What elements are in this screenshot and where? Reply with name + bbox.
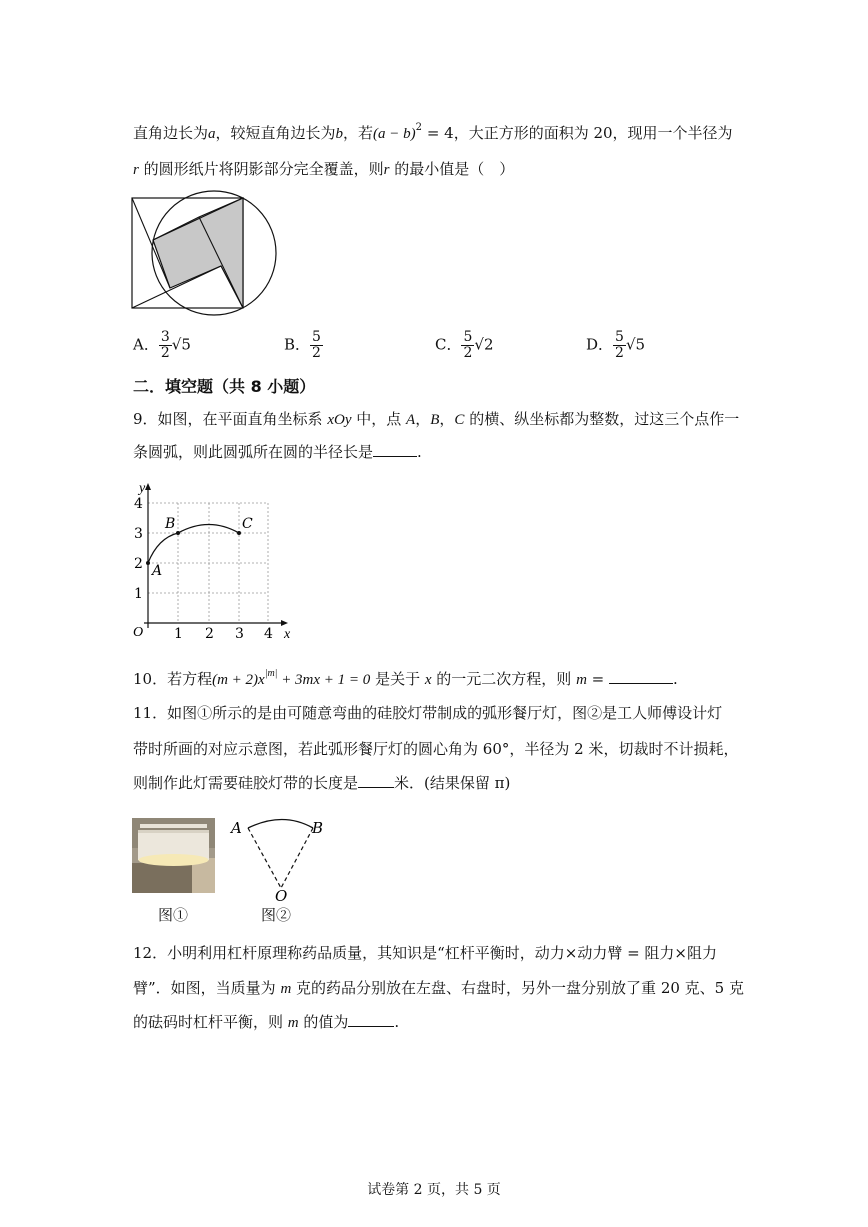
q11-line-3 (133, 773, 510, 793)
option-label: B． (284, 335, 311, 354)
q8-exponent: 2 (415, 122, 423, 133)
y-tick-label: 4 (134, 496, 143, 512)
q8-text: 的圆形纸片将阴影部分完全覆盖，则 (138, 160, 384, 178)
q9-line-2 (133, 442, 422, 462)
q9-text: 的横、纵坐标都为整数，过这三个点作一 (464, 410, 740, 428)
var-r: r (383, 162, 390, 178)
q8-text: ，大正方形的面积为 20，现用一个半径为 (453, 124, 733, 142)
fraction (613, 330, 626, 361)
q8-eq: = 4 (422, 124, 454, 142)
period: . (394, 1013, 400, 1031)
caption-fig-2: 图② (261, 906, 292, 924)
answer-blank[interactable] (609, 669, 673, 684)
point-a-label: A (406, 412, 416, 428)
q10-line (133, 664, 678, 690)
radical: √5 (625, 335, 646, 354)
point-b-label: B (430, 412, 440, 428)
answer-blank[interactable] (358, 773, 394, 788)
q9-coordinate-graph (130, 478, 300, 643)
q8-line-2 (133, 159, 514, 180)
x-tick-label: 1 (174, 626, 183, 642)
q11-line-1: 11．如图①所示的是由可随意弯曲的硅胶灯带制成的弧形餐厅灯，图②是工人师傅设计灯 (133, 704, 723, 722)
radius-oa (248, 828, 281, 888)
q9-text: 条圆弧，则此圆弧所在圆的半径长是 (133, 443, 374, 461)
q11-text: 则制作此灯需要硅胶灯带的长度是 (133, 774, 359, 792)
point-c-text: C (242, 516, 253, 532)
fraction (159, 330, 172, 361)
denominator: 2 (463, 345, 473, 361)
numerator: 5 (615, 329, 624, 345)
q8-expr: (a − b) (373, 126, 416, 142)
numerator: 3 (160, 329, 170, 345)
q10-text: 10．若方程 (133, 670, 213, 688)
q10-exponent: |m| (264, 668, 278, 679)
denominator: 2 (160, 345, 170, 361)
sector-diagram (228, 815, 328, 905)
q12-line-1: 12．小明利用杠杆原理称药品质量，其知识是“杠杆平衡时，动力×动力臂 = 阻力×阻力 (133, 944, 718, 962)
radius-ob (281, 828, 313, 888)
y-axis-arrow (145, 483, 151, 490)
point-a (146, 561, 150, 565)
q12-text: 的砝码时杠杆平衡，则 (133, 1013, 288, 1031)
section-heading: 二．填空题（共 8 小题） (133, 377, 316, 396)
page-footer: 试卷第 2 页，共 5 页 (367, 1182, 501, 1198)
radical: √2 (474, 335, 494, 354)
answer-blank[interactable] (348, 1012, 394, 1027)
x-axis-arrow (281, 620, 288, 626)
origin-label: O (133, 625, 144, 640)
point-a-text: A (152, 563, 163, 579)
label-o: O (275, 887, 288, 905)
separator: ， (415, 410, 431, 428)
denominator: 2 (615, 345, 624, 361)
option-d[interactable] (586, 330, 645, 361)
q8-text: 的最小值是（ ） (389, 160, 515, 178)
numerator: 5 (312, 329, 321, 345)
q9-line-1 (133, 409, 739, 430)
var-a: a (208, 126, 216, 142)
lamp-photo (132, 818, 215, 893)
radical: √5 (171, 335, 191, 354)
q10-text: = (586, 670, 610, 688)
q12-line-2 (133, 978, 744, 999)
q8-text: 直角边长为 (133, 124, 209, 142)
arc (148, 525, 239, 564)
var-xoy: xOy (327, 412, 352, 428)
period: . (417, 443, 422, 461)
q10-text: 是关于 (370, 670, 425, 688)
q8-text: ，若 (343, 124, 374, 142)
q8-figure (131, 193, 291, 318)
label-b: B (312, 819, 324, 837)
x-tick-label: 2 (205, 626, 214, 642)
point-c-label: C (454, 412, 465, 428)
x-tick-label: 4 (264, 626, 273, 642)
caption-fig-1: 图① (158, 906, 189, 924)
option-label: A． (133, 335, 159, 354)
var-m: m (576, 672, 587, 688)
q10-expr: (m + 2)x (212, 672, 265, 688)
fraction (461, 330, 474, 361)
q10-expr: + 3mx + 1 = 0 (277, 672, 371, 688)
q9-text: 中，点 (351, 410, 407, 428)
var-m: m (280, 981, 292, 997)
x-axis-label: x (284, 627, 291, 642)
numerator: 5 (463, 329, 473, 345)
var-b: b (335, 126, 344, 142)
answer-blank[interactable] (373, 442, 417, 457)
option-c[interactable] (435, 330, 494, 361)
q11-text: 米．(结果保留 π) (394, 774, 511, 792)
y-tick-label: 1 (134, 586, 143, 602)
denominator: 2 (312, 345, 321, 361)
q8-text: ，较短直角边长为 (215, 124, 336, 142)
option-label: D． (586, 335, 614, 354)
var-r: r (133, 162, 139, 178)
q12-line-3 (133, 1012, 399, 1033)
x-tick-label: 3 (235, 626, 244, 642)
point-b (176, 531, 180, 535)
y-axis-label: y (139, 481, 146, 496)
point-c (237, 531, 241, 535)
fraction (310, 330, 323, 361)
point-b-text: B (165, 516, 176, 532)
y-tick-label: 2 (134, 556, 143, 572)
sector-arc (248, 820, 313, 829)
y-tick-label: 3 (134, 526, 143, 542)
q12-text: 的值为 (298, 1013, 349, 1031)
q8-line-1 (133, 118, 733, 144)
q10-text: 的一元二次方程，则 (431, 670, 577, 688)
period: . (673, 670, 678, 688)
q11-line-2: 带时所画的对应示意图，若此弧形餐厅灯的圆心角为 60°，半径为 2 米，切裁时不计损耗， (133, 740, 739, 758)
option-label: C． (435, 335, 462, 354)
var-m: m (287, 1015, 299, 1031)
q12-text: 臂”．如图，当质量为 (133, 979, 281, 997)
q9-text: 9．如图，在平面直角坐标系 (133, 410, 328, 428)
q12-text: 克的药品分别放在左盘、右盘时，另外一盘分别放了重 20 克、5 克 (291, 979, 744, 997)
var-x: x (424, 672, 432, 688)
option-a[interactable] (133, 330, 191, 361)
separator: ， (439, 410, 455, 428)
label-a: A (231, 819, 242, 837)
option-b[interactable] (284, 330, 323, 361)
